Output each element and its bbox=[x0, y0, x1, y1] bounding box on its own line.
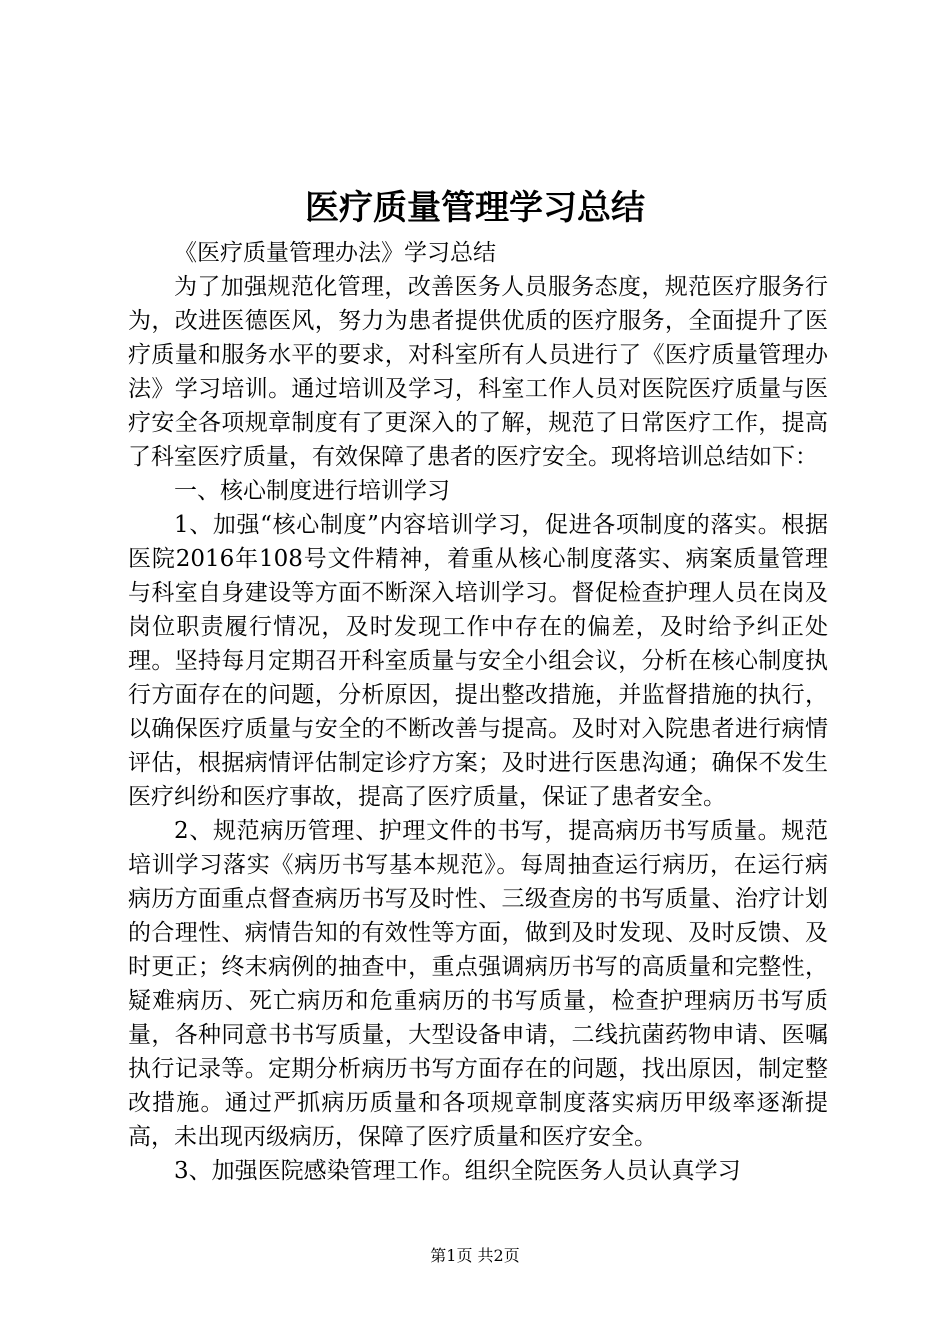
subtitle-paragraph: 《医疗质量管理办法》学习总结 bbox=[174, 240, 496, 266]
page-footer: 第1页 共2页 bbox=[430, 1246, 520, 1265]
item-3-paragraph: 3、加强医院感染管理工作。组织全院医务人员认真学习 bbox=[174, 1158, 741, 1184]
section-heading: 一、核心制度进行培训学习 bbox=[174, 478, 450, 504]
document-title: 医疗质量管理学习总结 bbox=[305, 188, 645, 228]
item-2-paragraph: 2、规范病历管理、护理文件的书写，提高病历书写质量。规范培训学习落实《病历书写基本规范》。每周抽查运行病历，在运行病病历方面重点督查病历书写及时性、三级查房的书写质量、治疗计划的合理性、病情告知的有效性等方面，做到及时发现、及时反馈、及时更正；终末病例的抽查中，重点强调病历书写的高质量和完整性，疑难病历、死亡病历和危重病历的书写质量，检查护理病历书写质量，各种同意书书写质量，大型设备申请，二线抗菌药物申请、医嘱执行记录等。定期分析病历书写方面存在的问题，找出原因，制定整改措施。通过严抓病历质量和各项规章制度落实病历甲级率逐渐提高，未出现丙级病历，保障了医疗质量和医疗安全。 bbox=[128, 818, 828, 1150]
document-body bbox=[128, 236, 828, 1188]
item-1-paragraph: 1、加强“核心制度”内容培训学习，促进各项制度的落实。根据医院2016年108号文件精神，着重从核心制度落实、病案质量管理与科室自身建设等方面不断深入培训学习。督促检查护理人员在岗及岗位职责履行情况，及时发现工作中存在的偏差，及时给予纠正处理。坚持每月定期召开科室质量与安全小组会议，分析在核心制度执行方面存在的问题，分析原因，提出整改措施，并监督措施的执行，以确保医疗质量与安全的不断改善与提高。及时对入院患者进行病情评估，根据病情评估制定诊疗方案；及时进行医患沟通；确保不发生医疗纠纷和医疗事故，提高了医疗质量，保证了患者安全。 bbox=[128, 512, 828, 810]
intro-paragraph: 为了加强规范化管理，改善医务人员服务态度，规范医疗服务行为，改进医德医风，努力为患者提供优质的医疗服务，全面提升了医疗质量和服务水平的要求，对科室所有人员进行了《医疗质量管理办法》学习培训。通过培训及学习，科室工作人员对医院医疗质量与医疗安全各项规章制度有了更深入的了解，规范了日常医疗工作，提高了科室医疗质量，有效保障了患者的医疗安全。现将培训总结如下： bbox=[128, 274, 828, 470]
